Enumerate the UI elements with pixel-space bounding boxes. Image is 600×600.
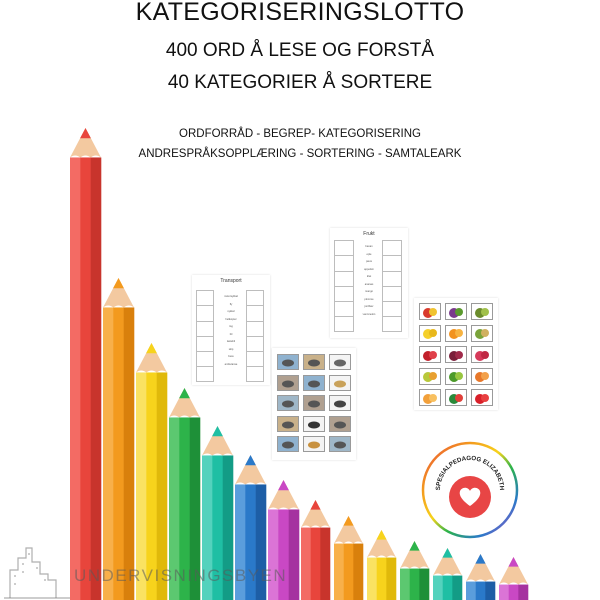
frukt-word-sheet <box>330 228 408 338</box>
transport-sheet-title: Transport <box>220 278 242 284</box>
ambulance-photo <box>329 436 351 452</box>
frukt-word: pære <box>365 260 373 263</box>
car-photo <box>303 354 325 370</box>
transport-word: sykkel <box>227 310 235 313</box>
kiwi-photo <box>471 303 493 320</box>
lime-photo <box>445 368 467 385</box>
ship-photo <box>277 416 299 432</box>
transport-word: buss <box>228 355 234 358</box>
gorilla-photo <box>303 416 325 432</box>
frukt-word: kiwi <box>366 275 372 278</box>
helicopter-photo <box>277 436 299 452</box>
fruit-picture-sheet <box>414 298 498 410</box>
apricot-photo <box>419 389 441 406</box>
transport-word: bil <box>229 332 233 336</box>
orange-photo <box>445 325 467 342</box>
pencil-blue <box>466 554 495 600</box>
word-count-line: 400 ORD Å LESE OG FORSTÅ <box>165 40 435 61</box>
page-title: KATEGORISERINGSLOTTO <box>135 0 465 26</box>
elephant-photo <box>329 354 351 370</box>
frukt-word: ananas <box>364 282 374 286</box>
watermark-text: UNDERVISNINGSBYEN <box>74 566 288 585</box>
frukt-right-column <box>382 240 402 332</box>
watermelon-photo <box>445 389 467 406</box>
transport-word-list <box>217 293 245 368</box>
fruit-picture-grid <box>419 303 493 406</box>
bird-photo <box>329 395 351 411</box>
bus-photo <box>329 416 351 432</box>
transport-word: fly <box>229 302 233 306</box>
transport-word: skip <box>228 347 234 351</box>
pencil-magenta <box>499 557 528 600</box>
plane-photo <box>303 395 325 411</box>
plum-photo <box>445 346 467 363</box>
subtitle-line-2: ANDRESPRÅKSOPPLÆRING - SORTERING - SAMTALEARK <box>138 148 462 160</box>
transport-word: tog <box>229 325 233 328</box>
pencil-green <box>400 541 429 600</box>
frukt-word: plomme <box>364 297 374 301</box>
pear-photo <box>419 368 441 385</box>
cherry-photo <box>419 346 441 363</box>
cheetah-photo <box>329 375 351 391</box>
frukt-word: appelsin <box>364 267 374 271</box>
car-photo <box>277 395 299 411</box>
badge-text: SPESIALPEDAGOG ELIZABETH <box>434 454 506 491</box>
train-photo <box>277 375 299 391</box>
strawberry-photo <box>471 389 493 406</box>
transport-word-sheet <box>192 275 270 385</box>
grapes-photo <box>445 303 467 320</box>
motorbike-photo <box>303 375 325 391</box>
pencil-red <box>301 500 330 600</box>
subtitle-line-1: ORDFORRÅD - BEGREP- KATEGORISERING <box>179 128 421 140</box>
papaya-photo <box>471 368 493 385</box>
frukt-left-column <box>334 240 354 332</box>
frukt-sheet-title: Frukt <box>363 231 375 237</box>
transport-picture-sheet <box>272 348 356 460</box>
raspberry-photo <box>471 346 493 363</box>
transport-right-column <box>246 290 264 382</box>
pencil-red <box>70 128 101 600</box>
transport-word: ambulanse <box>224 362 238 366</box>
spesialpedagog-badge <box>420 440 520 540</box>
transport-word: lastebil <box>226 340 236 343</box>
pencil-yellow <box>367 530 396 600</box>
transport-word: helikopter <box>225 317 237 321</box>
apple-photo <box>419 303 441 320</box>
frukt-word: vannmelon <box>362 312 376 316</box>
category-count-line: 40 KATEGORIER Å SORTERE <box>167 72 433 93</box>
frukt-word-list <box>356 243 382 318</box>
transport-word: motorsykkel <box>224 295 238 298</box>
frukt-word: eple <box>366 252 372 256</box>
frukt-word: mango <box>365 290 373 293</box>
pencil-orange <box>334 516 363 600</box>
frukt-word: jordbær <box>364 305 374 308</box>
truck-photo <box>277 354 299 370</box>
pencil-teal <box>433 548 462 600</box>
frukt-word: banan <box>365 245 373 248</box>
melon-photo <box>471 325 493 342</box>
giraffe-photo <box>303 436 325 452</box>
transport-picture-grid <box>277 354 351 452</box>
transport-left-column <box>196 290 214 382</box>
banana-photo <box>419 325 441 342</box>
